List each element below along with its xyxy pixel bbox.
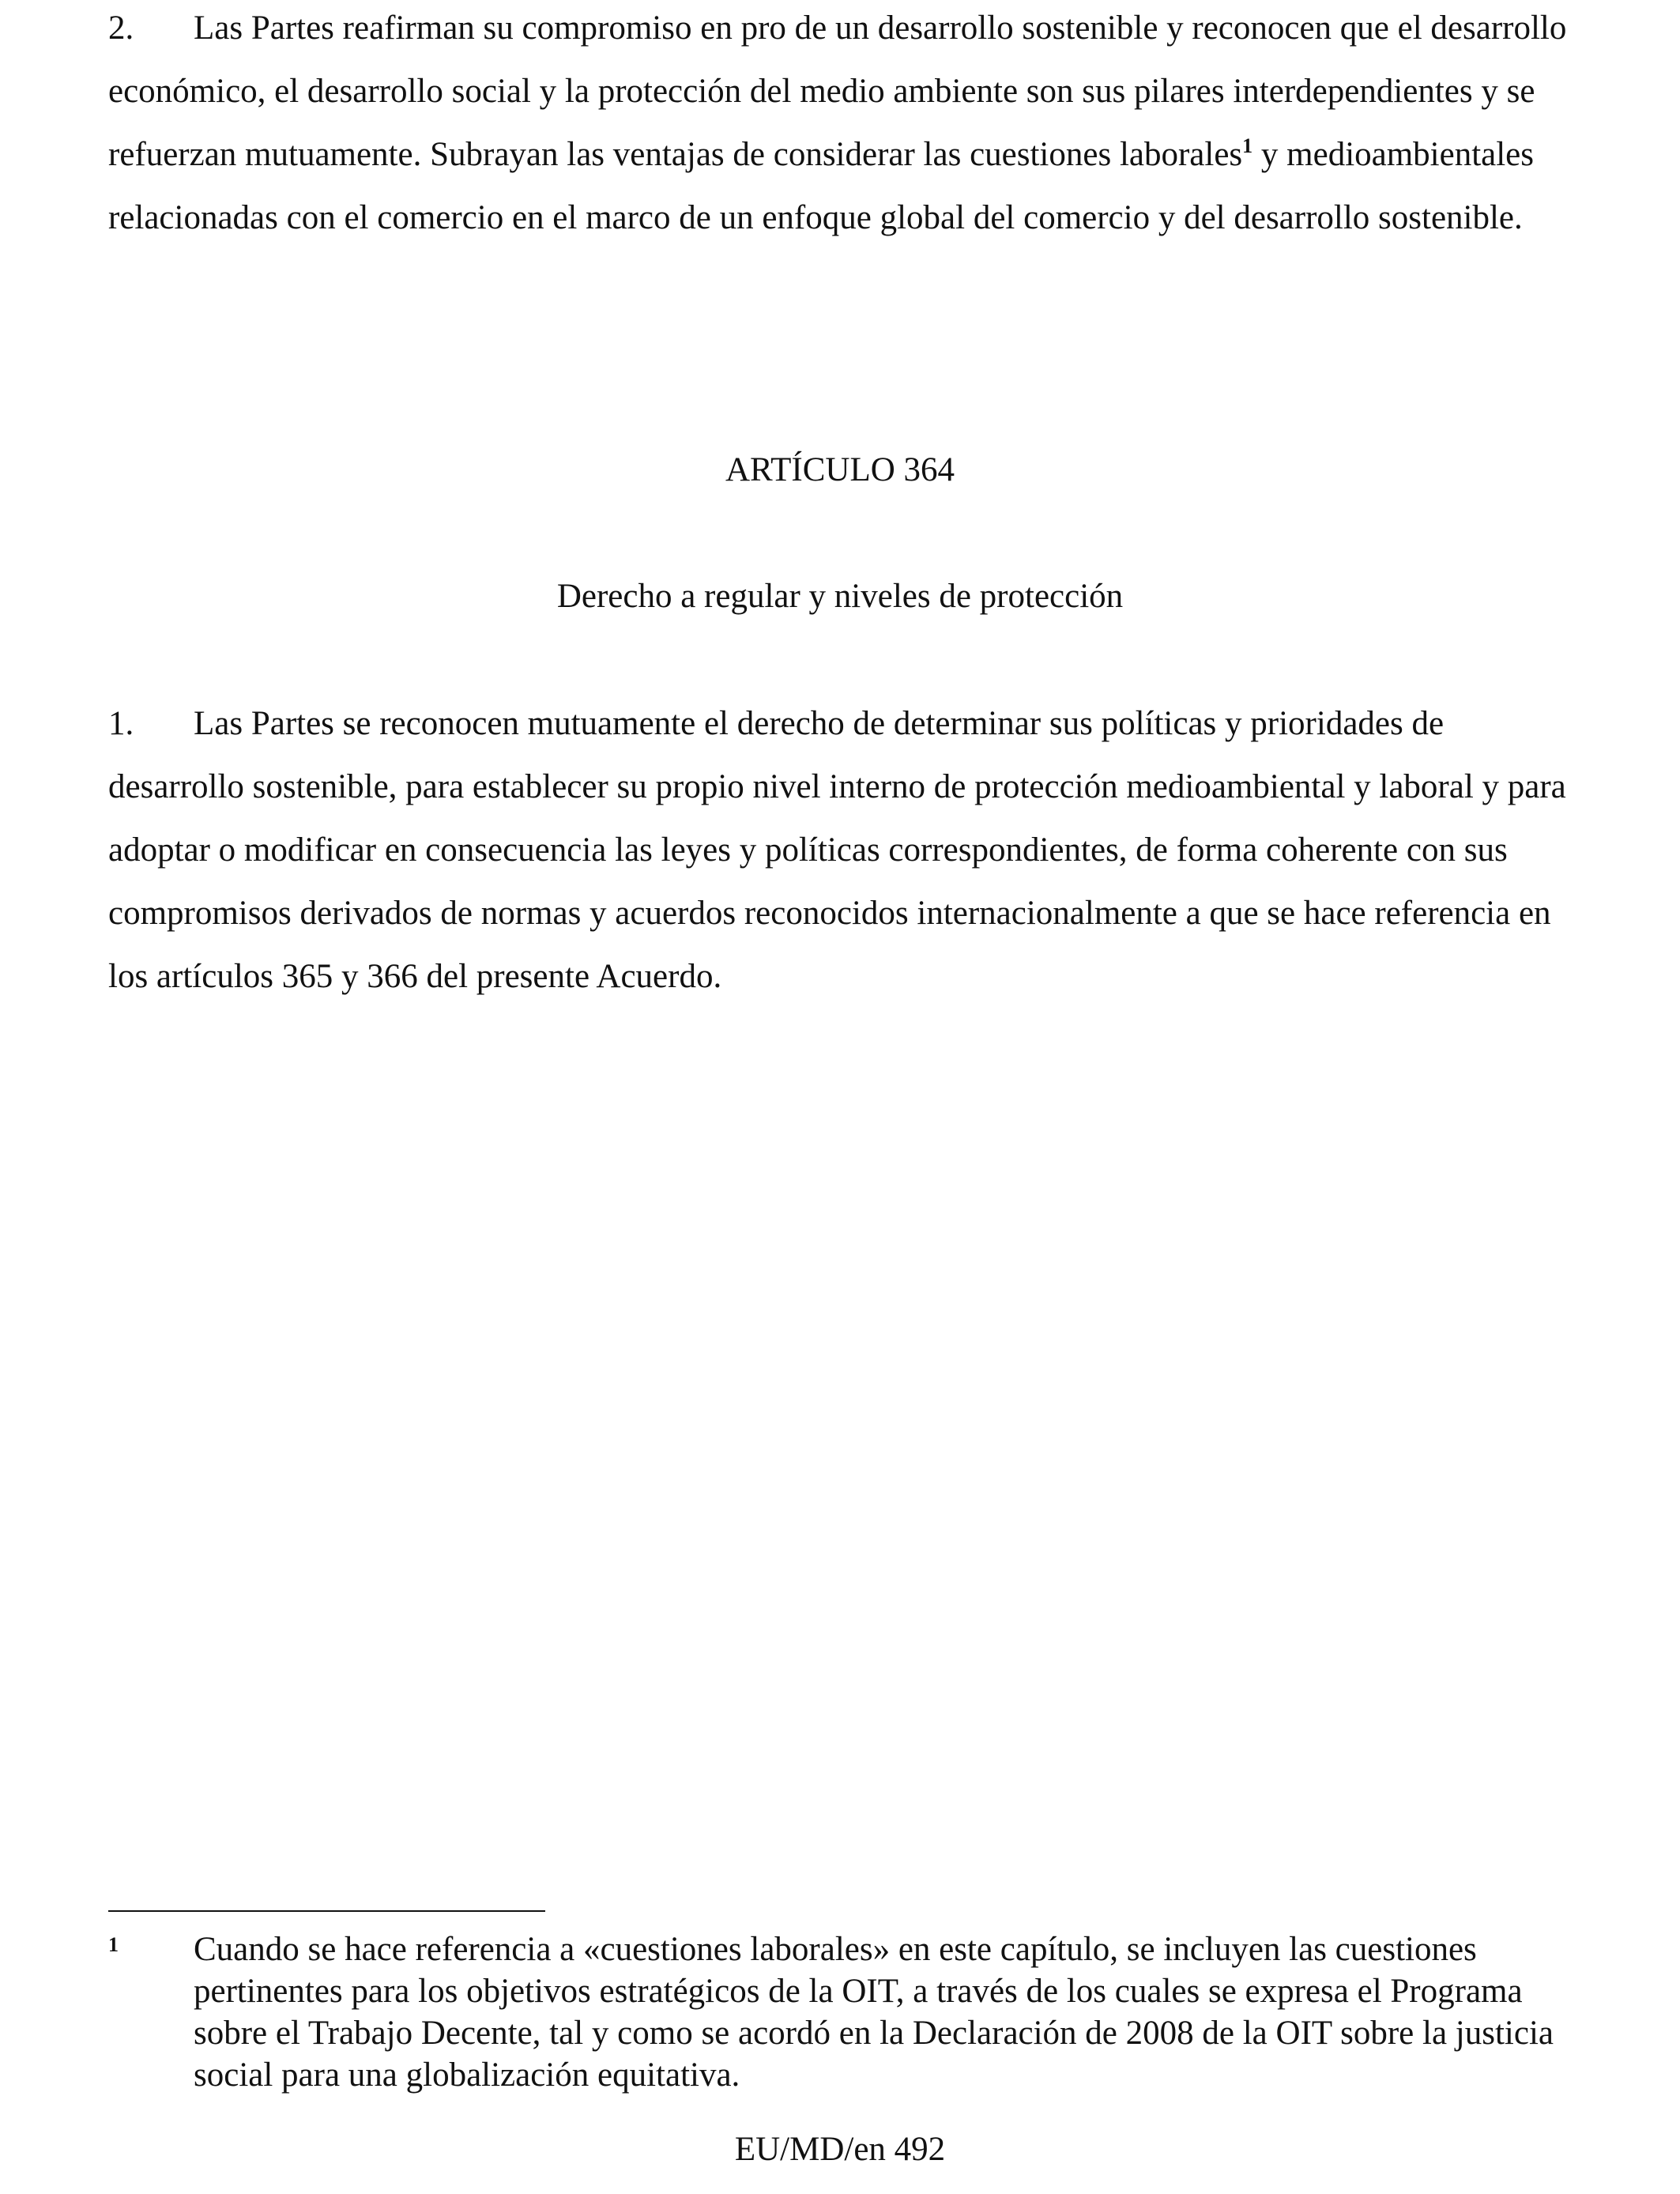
footnote-reference[interactable]: 1: [1242, 134, 1253, 157]
paragraph-1: [108, 692, 1580, 1008]
footnote-divider: [108, 1910, 545, 1912]
footnote-text: Cuando se hace referencia a «cuestiones laborales» en este capítulo, se incluyen las cuestiones pertinentes para los objetivos estratégicos de la OIT, a través de los cuales se expresa el Programa sobre el Trabajo Decente, tal y como se acordó en la Declaración de 2008 de la OIT sobre la justicia social para una globalización equitativa.: [194, 1931, 1554, 2094]
paragraph-number: 1.: [108, 705, 134, 742]
paragraph-2: [108, 0, 1580, 250]
paragraph-text: Las Partes reafirman su compromiso en pro de un desarrollo sostenible y reconocen que el desarrollo económico, el desarrollo social y la protección del medio ambiente son sus pilares interdependientes y se refuerzan mutuamente. Subrayan las ventajas de considerar las cuestiones laborales: [108, 9, 1567, 173]
footnote: [108, 1928, 1594, 2096]
article-heading: ARTÍCULO 364: [725, 451, 955, 488]
paragraph-text: Las Partes se reconocen mutuamente el derecho de determinar sus políticas y prioridades de desarrollo sostenible, para establecer su propio nivel interno de protección medioambiental y laboral y para adoptar o modificar en consecuencia las leyes y políticas correspondientes, de forma coherente con sus compromisos derivados de normas y acuerdos reconocidos internacionalmente a que se hace referencia en los artículos 365 y 366 del presente Acuerdo.: [108, 705, 1566, 995]
footnote-mark: 1: [108, 1933, 119, 1956]
page-footer: EU/MD/en 492: [734, 2131, 946, 2168]
paragraph-number: 2.: [108, 9, 134, 47]
paragraph-text-continued: y medioambientales relacionadas con el comercio en el marco de un enfoque global del comercio y del desarrollo sostenible.: [108, 136, 1534, 236]
article-subtitle: Derecho a regular y niveles de protección: [556, 578, 1124, 615]
